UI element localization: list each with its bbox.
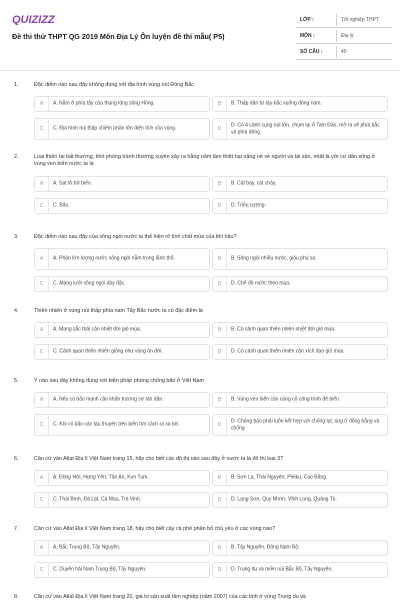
- option-letter: D: [213, 119, 227, 139]
- question-text: Ý nào sau đây không đúng với biện pháp phòng chống bão ở Việt Nam: [34, 378, 205, 384]
- quizizz-logo: [12, 12, 58, 26]
- option-d[interactable]: [212, 492, 388, 508]
- option-c[interactable]: [34, 492, 210, 508]
- option-text: B. Sơn La, Thái Nguyên, Pleiku, Cao Bằng.: [231, 474, 328, 481]
- option-letter: C: [35, 277, 49, 291]
- option-a[interactable]: [34, 96, 210, 112]
- option-c[interactable]: [34, 198, 210, 214]
- meta-value-count: 40: [341, 48, 347, 55]
- option-text: B. Cát bay, cát chảy.: [231, 180, 277, 187]
- option-text: B. Thấp dần từ tây bắc xuống đông nam.: [231, 100, 322, 107]
- question-number: 8.: [14, 594, 19, 600]
- option-text: A. Đồng Hới, Hưng Yên, Tân An, Kon Tum.: [53, 474, 149, 481]
- option-a[interactable]: [34, 540, 210, 556]
- option-letter: B: [213, 323, 227, 337]
- option-a[interactable]: [34, 248, 210, 270]
- question-number: 1.: [14, 82, 19, 88]
- option-letter: A: [35, 249, 49, 269]
- option-a[interactable]: [34, 470, 210, 486]
- option-b[interactable]: [212, 96, 388, 112]
- option-d[interactable]: [212, 198, 388, 214]
- option-text: B. Vùng ven biển cần củng cố công trình đê biển.: [231, 396, 341, 403]
- question-text: Loại thiên tai bất thường, khó phòng tránh thường xuyên xảy ra hằng năm làm thiệt hại nặng nề về người và tài sản, nhất là với cư dân sống ở vùng ven biển nước ta là: [34, 154, 376, 168]
- option-letter: B: [213, 97, 227, 111]
- option-text: D. Triều cường.: [231, 202, 266, 209]
- option-text: C. Khi có bão các tàu thuyền trên biển tìm cách ra xa bờ.: [53, 421, 180, 428]
- option-letter: B: [213, 541, 227, 555]
- option-letter: A: [35, 177, 49, 191]
- option-letter: D: [213, 277, 227, 291]
- option-d[interactable]: [212, 344, 388, 360]
- option-letter: D: [213, 493, 227, 507]
- option-letter: C: [35, 563, 49, 577]
- option-text: B. Có cảnh quan thiên nhiên nhiệt đới gió mùa.: [231, 326, 336, 333]
- option-text: D. Có 4 cánh cung núi lớn, chụm lại ở Tam Đảo, mở ra về phía bắc và phía đông.: [231, 122, 380, 135]
- option-a[interactable]: [34, 322, 210, 338]
- option-b[interactable]: [212, 248, 388, 270]
- option-text: C. Địa hình núi thấp chiếm phần lớn diện tích của vùng.: [53, 125, 177, 132]
- option-text: D. Chế độ nước theo mùa.: [231, 280, 291, 287]
- option-c[interactable]: [34, 562, 210, 578]
- option-text: D. Lạng Sơn, Quy Nhơn, Vĩnh Long, Quảng Trị.: [231, 496, 337, 503]
- option-b[interactable]: [212, 176, 388, 192]
- meta-value-class: Tốt nghiệp THPT: [341, 16, 379, 23]
- option-d[interactable]: [212, 118, 388, 140]
- option-text: A. Nếu có bão mạnh cần khẩn trương sơ tán dân.: [53, 396, 164, 403]
- option-letter: D: [213, 563, 227, 577]
- option-c[interactable]: [34, 344, 210, 360]
- question-text: Căn cứ vào Atlat Địa lí Việt Nam trang 15, hãy cho biết các đô thị nào sau đây ở nước ta là đô thị loại 3?: [34, 456, 284, 462]
- option-letter: A: [35, 541, 49, 555]
- question-number: 6.: [14, 456, 19, 462]
- option-d[interactable]: [212, 562, 388, 578]
- question-number: 4.: [14, 308, 19, 314]
- option-letter: C: [35, 119, 49, 139]
- option-text: C. Mạng lưới sông ngòi dày đặc.: [53, 280, 126, 287]
- option-letter: D: [213, 345, 227, 359]
- option-letter: B: [213, 471, 227, 485]
- option-letter: D: [213, 199, 227, 213]
- worksheet-meta: [296, 12, 392, 60]
- option-b[interactable]: [212, 392, 388, 408]
- meta-row-count: [296, 44, 392, 60]
- option-letter: A: [35, 393, 49, 407]
- option-text: D. Trung du và miền núi Bắc Bộ, Tây Nguyên.: [231, 566, 333, 573]
- option-letter: C: [35, 415, 49, 435]
- meta-label-class: LỚP :: [300, 16, 314, 23]
- quizizz-logo-mark: [12, 13, 58, 25]
- option-letter: A: [35, 97, 49, 111]
- meta-row-class: [296, 12, 392, 28]
- option-text: D. Có cảnh quan thiên nhiên cận xích đạo gió mùa.: [231, 348, 345, 355]
- option-letter: A: [35, 323, 49, 337]
- option-text: C. Cảnh quan thiên nhiên giống như vùng ôn đới.: [53, 348, 163, 355]
- option-b[interactable]: [212, 470, 388, 486]
- option-text: A. Bắc Trung Bộ, Tây Nguyên.: [53, 544, 121, 551]
- option-a[interactable]: [34, 176, 210, 192]
- option-letter: B: [213, 249, 227, 269]
- option-text: C. Thái Bình, Đà Lạt, Cà Mau, Trà Vinh.: [53, 496, 142, 503]
- header-divider: [0, 70, 400, 71]
- worksheet-title: Đề thi thử THPT QG 2019 Môn Địa Lý Ôn luyện đề thi mẫu( P5): [12, 32, 225, 41]
- option-c[interactable]: [34, 118, 210, 140]
- option-text: A. Nằm ở phía tây của thung lũng sông Hồng.: [53, 100, 155, 107]
- question-number: 3.: [14, 234, 19, 240]
- question-text: Đặc điểm nào sau đây không đúng với địa hình vùng núi Đông Bắc: [34, 82, 194, 88]
- option-letter: C: [35, 199, 49, 213]
- worksheet-header: [0, 0, 400, 72]
- question-text: Đặc điểm nào sau đây của sông ngòi nước ta thể hiện rõ tính chất mùa của khí hậu?: [34, 234, 237, 240]
- question-number: 5.: [14, 378, 19, 384]
- option-text: C. Bão.: [53, 202, 70, 209]
- option-text: B. Tây Nguyên, Đông Nam Bộ.: [231, 544, 300, 551]
- option-text: D. Chống bão phải luôn kết hợp với chống lụt, úng ở đồng bằng và chống: [231, 418, 380, 431]
- option-d[interactable]: [212, 276, 388, 292]
- meta-value-subject: Địa lý: [341, 32, 354, 39]
- option-letter: C: [35, 493, 49, 507]
- option-text: A. Sạt lở bờ biển.: [53, 180, 93, 187]
- meta-row-subject: [296, 28, 392, 44]
- question-text: Căn cứ vào Atlat Địa lí Việt Nam trang 18, hãy cho biết cây cà phê phân bố chủ yếu ở các vùng nào?: [34, 526, 276, 532]
- question-number: 7.: [14, 526, 19, 532]
- option-letter: C: [35, 345, 49, 359]
- question-text: Thiên nhiên ở vùng núi thấp phía nam Tây Bắc nước ta có đặc điểm là: [34, 308, 203, 314]
- question-number: 2.: [14, 154, 19, 160]
- option-letter: A: [35, 471, 49, 485]
- option-a[interactable]: [34, 392, 210, 408]
- option-text: A. Phần lớn lượng nước sông ngòi nằm trong lãnh thổ.: [53, 255, 175, 262]
- option-text: A. Mang sắc thái cận nhiệt đới gió mùa.: [53, 326, 142, 333]
- option-letter: B: [213, 393, 227, 407]
- option-b[interactable]: [212, 322, 388, 338]
- meta-label-subject: MÔN :: [300, 32, 315, 39]
- option-text: C. Duyên hải Nam Trung Bộ, Tây Nguyên.: [53, 566, 147, 573]
- option-letter: B: [213, 177, 227, 191]
- logo-text: QUIZIZZ: [12, 14, 55, 25]
- option-b[interactable]: [212, 540, 388, 556]
- meta-label-count: SỐ CÂU :: [300, 48, 323, 55]
- option-letter: D: [213, 415, 227, 435]
- option-d[interactable]: [212, 414, 388, 436]
- option-c[interactable]: [34, 276, 210, 292]
- option-text: B. Sông ngòi nhiều nước, giàu phù sa.: [231, 255, 317, 262]
- option-c[interactable]: [34, 414, 210, 436]
- question-text: Căn cứ vào Atlat Địa lí Việt Nam trang 20, giá trị sản xuất lâm nghiệp (năm 2007) của các tỉnh ở vùng Trung du và: [34, 594, 306, 600]
